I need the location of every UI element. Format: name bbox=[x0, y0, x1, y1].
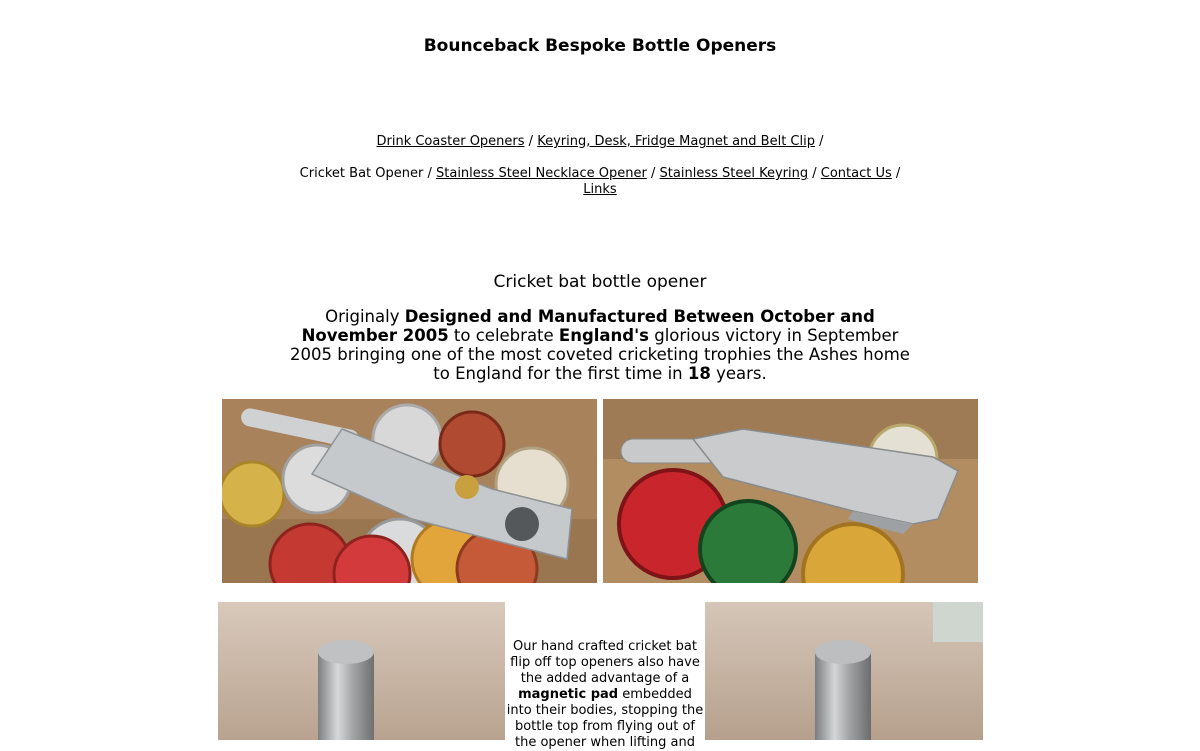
nav-separator: / bbox=[819, 134, 824, 149]
intro-bold-text: Designed and Manufactured Between October and November 2005 bbox=[301, 307, 875, 345]
nav-row-3 bbox=[0, 182, 1200, 198]
feature-text: embedded into their bodies, stopping the bottle top from flying out of the opener when lifting and bbox=[506, 687, 704, 750]
nav-separator: / bbox=[895, 166, 901, 181]
nav-link-drink-coaster-openers[interactable]: Drink Coaster Openers bbox=[376, 134, 525, 149]
nav-separator: / bbox=[812, 166, 817, 181]
product-photo-red-green-caps bbox=[603, 399, 978, 583]
intro-text: years. bbox=[710, 364, 767, 383]
product-photo-handle-closeup-left bbox=[218, 602, 505, 740]
feature-text: Our hand crafted cricket bat flip off top openers also have the added advantage of a bbox=[510, 639, 700, 686]
nav-link-links[interactable]: Links bbox=[583, 182, 617, 197]
intro-text: to celebrate bbox=[448, 326, 559, 345]
nav-row-1 bbox=[0, 134, 1200, 150]
nav-link-stainless-steel-keyring[interactable]: Stainless Steel Keyring bbox=[659, 166, 809, 181]
site-title: Bounceback Bespoke Bottle Openers bbox=[423, 36, 777, 56]
page-heading: Cricket bat bottle opener bbox=[493, 272, 707, 292]
intro-text: glorious victory in September 2005 bringing one of the most coveted cricketing trophies the Ashes home to England for the first time in bbox=[290, 326, 910, 383]
nav-current-cricket-bat-opener: Cricket Bat Opener bbox=[299, 166, 424, 181]
intro-paragraph bbox=[280, 307, 920, 383]
intro-bold-text: England's bbox=[558, 326, 649, 345]
intro-bold-text: 18 bbox=[687, 364, 711, 383]
nav-separator: / bbox=[651, 166, 656, 181]
intro-text: Originaly bbox=[325, 307, 405, 326]
product-photo-handle-closeup-right bbox=[705, 602, 983, 740]
nav-link-keyring-desk-fridge-magnet-belt-clip[interactable]: Keyring, Desk, Fridge Magnet and Belt Clip bbox=[537, 134, 815, 149]
nav-separator: / bbox=[528, 134, 534, 149]
nav-row-2 bbox=[0, 166, 1200, 182]
nav-link-stainless-steel-necklace-opener[interactable]: Stainless Steel Necklace Opener bbox=[436, 166, 647, 181]
feature-bold-text: magnetic pad bbox=[518, 687, 619, 702]
feature-description bbox=[505, 639, 705, 751]
product-photo-bottle-caps bbox=[222, 399, 597, 583]
nav-link-contact-us[interactable]: Contact Us bbox=[820, 166, 892, 181]
nav-separator: / bbox=[427, 166, 432, 181]
